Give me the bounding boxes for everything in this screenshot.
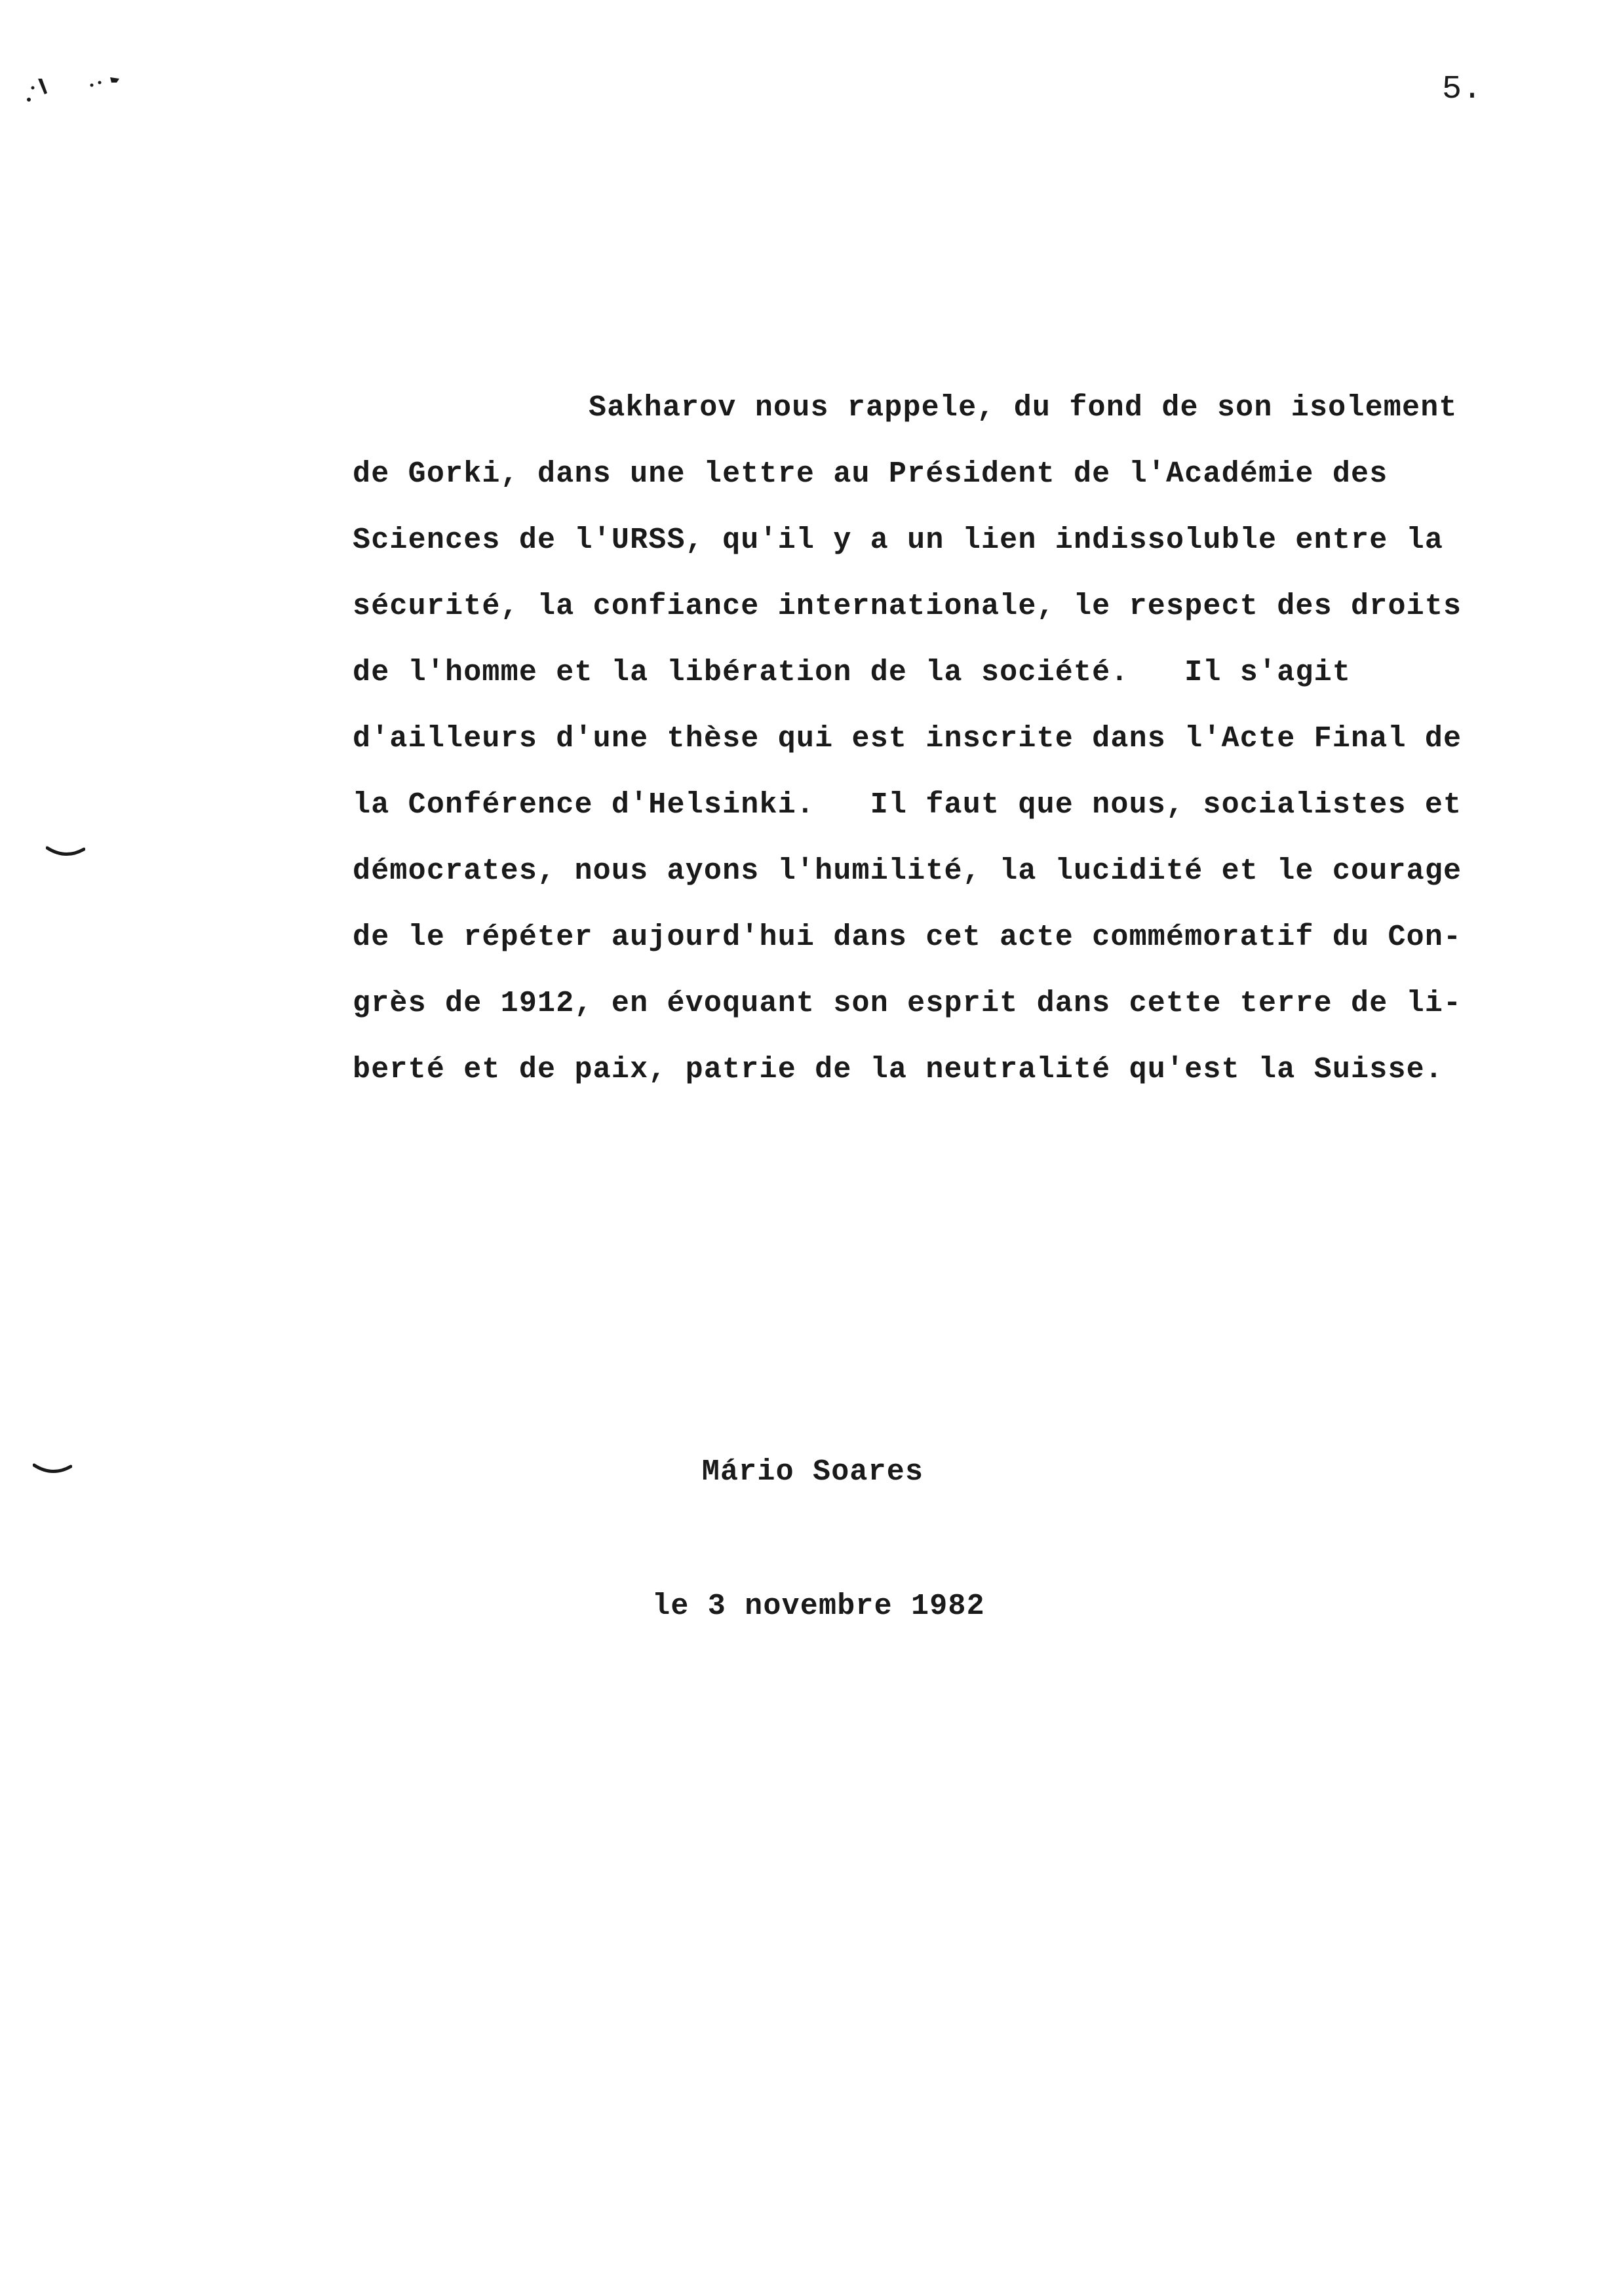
paragraph-line: sécurité, la confiance internationale, le respect des droits (353, 590, 1462, 623)
paragraph-line: démocrates, nous ayons l'humilité, la lucidité et le courage (353, 854, 1462, 888)
page-number: 5. (1442, 71, 1483, 108)
paragraph-line: Sakharov nous rappele, du fond de son isolement (589, 391, 1458, 425)
signature-name: Mário Soares (701, 1455, 924, 1489)
body-paragraph (353, 375, 1546, 1103)
punch-hole-mark-icon (46, 845, 85, 861)
paragraph-line: grès de 1912, en évoquant son esprit dans cette terre de li- (353, 987, 1462, 1020)
paragraph-line: de Gorki, dans une lettre au Président de l'Académie des (353, 457, 1388, 491)
paragraph-line: de le répéter aujourd'hui dans cet acte commémoratif du Con- (353, 921, 1462, 954)
document-date: le 3 novembre 1982 (652, 1590, 985, 1623)
paragraph-line: berté et de paix, patrie de la neutralité qu'est la Suisse. (353, 1053, 1444, 1086)
paragraph-line: Sciences de l'URSS, qu'il y a un lien indissoluble entre la (353, 524, 1444, 557)
paragraph-line: de l'homme et la libération de la société. Il s'agit (353, 656, 1352, 689)
scan-mark-icon (13, 59, 125, 111)
paragraph-line: la Conférence d'Helsinki. Il faut que nous, socialistes et (353, 788, 1462, 822)
paragraph-line: d'ailleurs d'une thèse qui est inscrite dans l'Acte Final de (353, 722, 1462, 756)
signature-block (0, 1443, 1615, 1636)
